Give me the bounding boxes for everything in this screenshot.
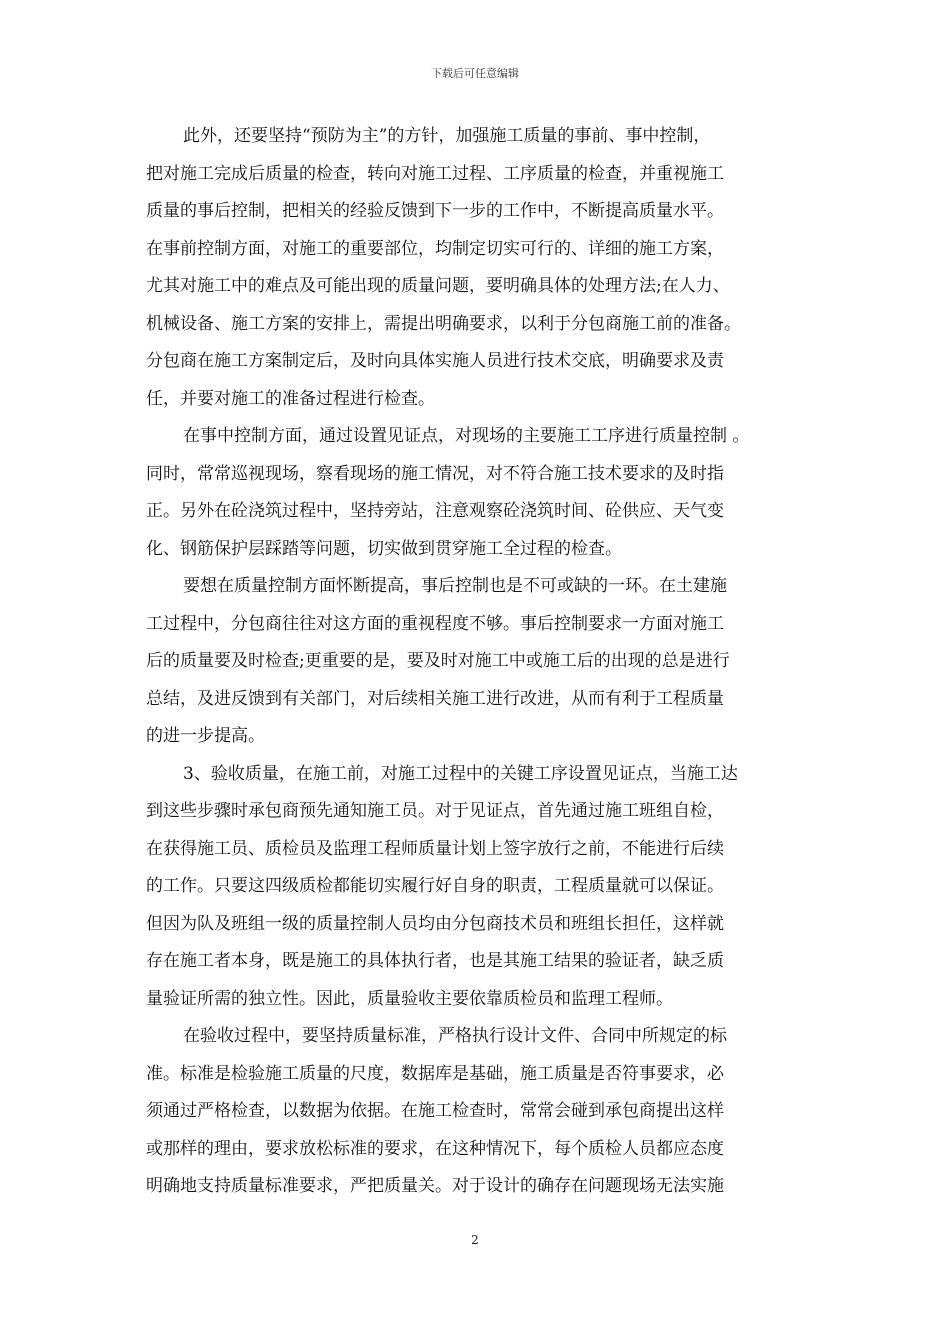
text-line: 把对施工完成后质量的检查，转向对施工过程、工序质量的检查，并重视施工 (146, 163, 724, 184)
text-line: 尤其对施工中的难点及可能出现的质量问题，要明确具体的处理方法;在人力、 (146, 276, 730, 296)
text-line: 机械设备、施工方案的安排上，需提出明确要求，以利于分包商施工前的准备。 (146, 313, 741, 334)
page-header: 下载后可任意编辑 (431, 67, 519, 80)
paragraph-acceptance-standards (146, 1018, 806, 1206)
text-line: 分包商在施工方案制定后，及时向具体实施人员进行技术交底，明确要求及责 (146, 351, 724, 371)
paragraph-acceptance-quality (146, 756, 806, 1019)
text-line: 在获得施工员、质检员及监理工程师质量计划上签字放行之前，不能进行后续 (146, 838, 724, 859)
document-body (146, 118, 806, 1206)
text-line: 须通过严格检查，以数据为依据。在施工检查时，常常会碰到承包商提出这样 (146, 1101, 724, 1121)
paragraph-post-control (146, 568, 806, 756)
text-line: 量验证所需的独立性。因此，质量验收主要依靠质检员和监理工程师。 (146, 988, 673, 1009)
text-line: 在验收过程中，要坚持质量标准，严格执行设计文件、合同中所规定的标 (183, 1026, 727, 1046)
text-line: 明确地支持质量标准要求，严把质量关。对于设计的确存在问题现场无法实施 (146, 1176, 724, 1196)
text-line: 任，并要对施工的准备过程进行检查。 (146, 388, 435, 409)
text-line: 或那样的理由，要求放松标准的要求，在这种情况下，每个质检人员都应态度 (146, 1138, 724, 1159)
text-line: 在事中控制方面，通过设置见证点，对现场的主要施工工序进行质量控制 。 (183, 426, 750, 446)
text-line: 正。另外在砼浇筑过程中，坚持旁站，注意观察砼浇筑时间、砼供应、天气变 (146, 501, 724, 521)
text-line: 在事前控制方面，对施工的重要部位，均制定切实可行的、详细的施工方案， (146, 238, 724, 259)
text-line: 准。标准是检验施工质量的尺度，数据库是基础，施工质量是否符事要求，必 (146, 1063, 724, 1084)
paragraph-prevention-policy (146, 118, 806, 418)
paragraph-in-process-control (146, 418, 806, 568)
text-line: 的进一步提高。 (146, 726, 265, 746)
text-line: 到这些步骤时承包商预先通知施工员。对于见证点，首先通过施工班组自检， (146, 801, 724, 821)
text-line: 后的质量要及时检查;更重要的是，要及时对施工中或施工后的出现的总是进行 (146, 651, 730, 671)
text-line: 总结，及进反馈到有关部门，对后续相关施工进行改进，从而有利于工程质量 (146, 688, 724, 709)
text-line: 工过程中，分包商往往对这方面的重视程度不够。事后控制要求一方面对施工 (146, 613, 724, 634)
text-line: 质量的事后控制，把相关的经验反馈到下一步的工作中，不断提高质量水平。 (146, 201, 724, 221)
text-line: 此外，还要坚持“预防为主”的方针，加强施工质量的事前、事中控制， (183, 126, 711, 146)
text-line: 化、钢筋保护层踩踏等问题，切实做到贯穿施工全过程的检查。 (146, 538, 622, 559)
text-line: 存在施工者本身，既是施工的具体执行者，也是其施工结果的验证者，缺乏质 (146, 951, 724, 971)
page-number: 2 (471, 1233, 479, 1247)
text-line: 3、验收质量，在施工前，对施工过程中的关键工序设置见证点，当施工达 (183, 763, 738, 784)
text-line: 要想在质量控制方面怀断提高，事后控制也是不可或缺的一环。在土建施 (183, 576, 727, 596)
text-line: 但因为队及班组一级的质量控制人员均由分包商技术员和班组长担任，这样就 (146, 913, 724, 934)
text-line: 同时，常常巡视现场，察看现场的施工情况，对不符合施工技术要求的及时指 (146, 463, 724, 484)
text-line: 的工作。只要这四级质检都能切实履行好自身的职责，工程质量就可以保证。 (146, 876, 724, 896)
